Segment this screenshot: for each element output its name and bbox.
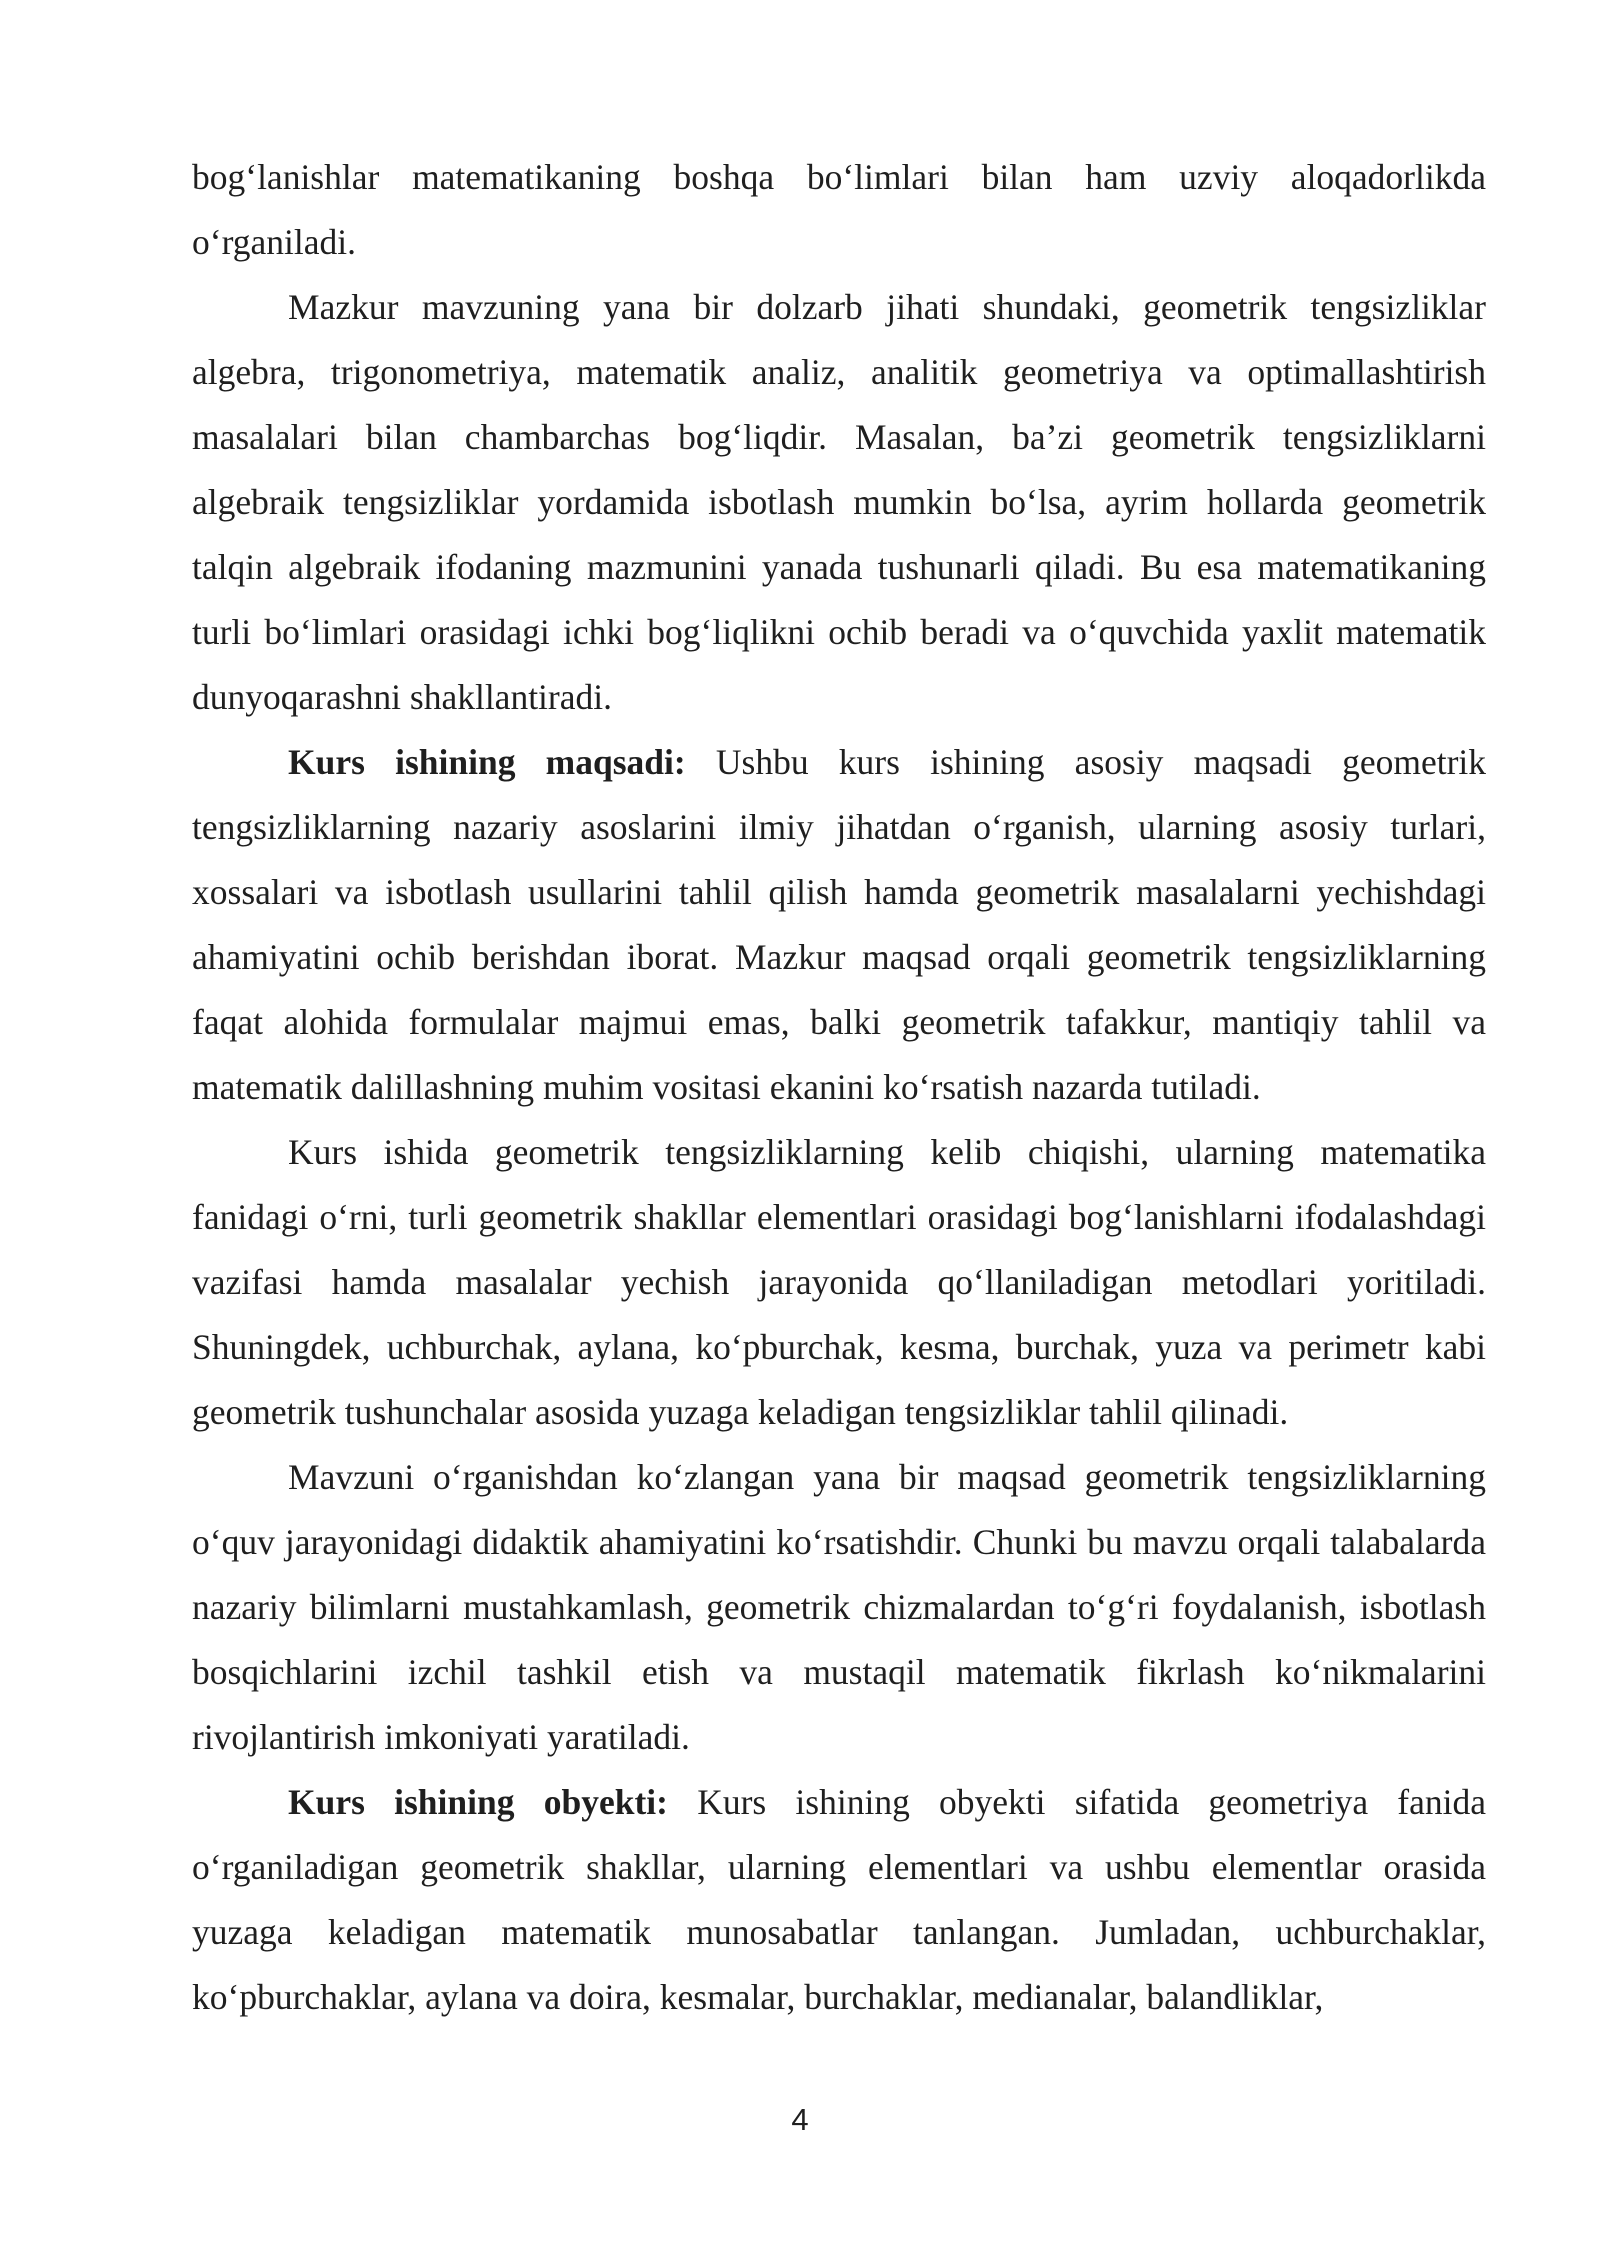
paragraph-relevance	[192, 275, 1486, 730]
paragraph-object	[192, 1770, 1486, 2030]
paragraph-aim	[192, 730, 1486, 1120]
paragraph-text: Ushbu kurs ishining asosiy maqsadi geometrik tengsizliklarning nazariy asoslarini ilmiy jihatdan o‘rganish, ularning asosiy turlari, xossalari va isbotlash usullarini tahlil qilish hamda geometrik masalalarni yechishdagi ahamiyatini ochib berishdan iborat. Mazkur maqsad orqali geometrik tengsizliklarning faqat alohida formulalar majmui emas, balki geometrik tafakkur, mantiqiy tahlil va matematik dalillashning muhim vositasi ekanini ko‘rsatish nazarda tutiladi.	[192, 742, 1487, 1107]
paragraph-didactic	[192, 1445, 1486, 1770]
paragraph-lead-heading: Kurs ishining maqsadi:	[288, 742, 686, 782]
paragraph-text: Kurs ishining obyekti sifatida geometriya fanida o‘rganiladigan geometrik shakllar, ularning elementlari va ushbu elementlar orasida yuzaga keladigan matematik munosabatlar tanlangan. Jumladan, uchburchaklar, ko‘pburchaklar, aylana va doira, kesmalar, burchaklar, medianalar, balandliklar,	[192, 1782, 1487, 2017]
page-number: 4	[791, 2102, 809, 2137]
paragraph-text: Mazkur mavzuning yana bir dolzarb jihati shundaki, geometrik tengsizliklar algebra, trigonometriya, matematik analiz, analitik geometriya va optimallashtirish masalalari bilan chambarchas bog‘liqdir. Masalan, ba’zi geometrik tengsizliklarni algebraik tengsizliklar yordamida isbotlash mumkin bo‘lsa, ayrim hollarda geometrik talqin algebraik ifodaning mazmunini yanada tushunarli qiladi. Bu esa matematikaning turli bo‘limlari orasidagi ichki bog‘liqlikni ochib beradi va o‘quvchida yaxlit matematik dunyoqarashni shakllantiradi.	[192, 287, 1486, 717]
paragraph-lead-heading: Kurs ishining obyekti:	[288, 1782, 668, 1822]
paragraph-text: bog‘lanishlar matematikaning boshqa bo‘limlari bilan ham uzviy aloqadorlikda o‘rganiladi.	[192, 157, 1486, 262]
document-body	[192, 145, 1486, 2030]
paragraph-continuation	[192, 145, 1486, 275]
paragraph-text: Kurs ishida geometrik tengsizliklarning kelib chiqishi, ularning matematika fanidagi o‘rni, turli geometrik shakllar elementlari orasidagi bog‘lanishlarni ifodalashdagi vazifasi hamda masalalar yechish jarayonida qo‘llaniladigan metodlari yoritiladi. Shuningdek, uchburchak, aylana, ko‘pburchak, kesma, burchak, yuza va perimetr kabi geometrik tushunchalar asosida yuzaga keladigan tengsizliklar tahlil qilinadi.	[192, 1132, 1486, 1432]
paragraph-scope	[192, 1120, 1486, 1445]
paragraph-text: Mavzuni o‘rganishdan ko‘zlangan yana bir maqsad geometrik tengsizliklarning o‘quv jarayonidagi didaktik ahamiyatini ko‘rsatishdir. Chunki bu mavzu orqali talabalarda nazariy bilimlarni mustahkamlash, geometrik chizmalardan to‘g‘ri foydalanish, isbotlash bosqichlarini izchil tashkil etish va mustaqil matematik fikrlash ko‘nikmalarini rivojlantirish imkoniyati yaratiladi.	[192, 1457, 1486, 1757]
